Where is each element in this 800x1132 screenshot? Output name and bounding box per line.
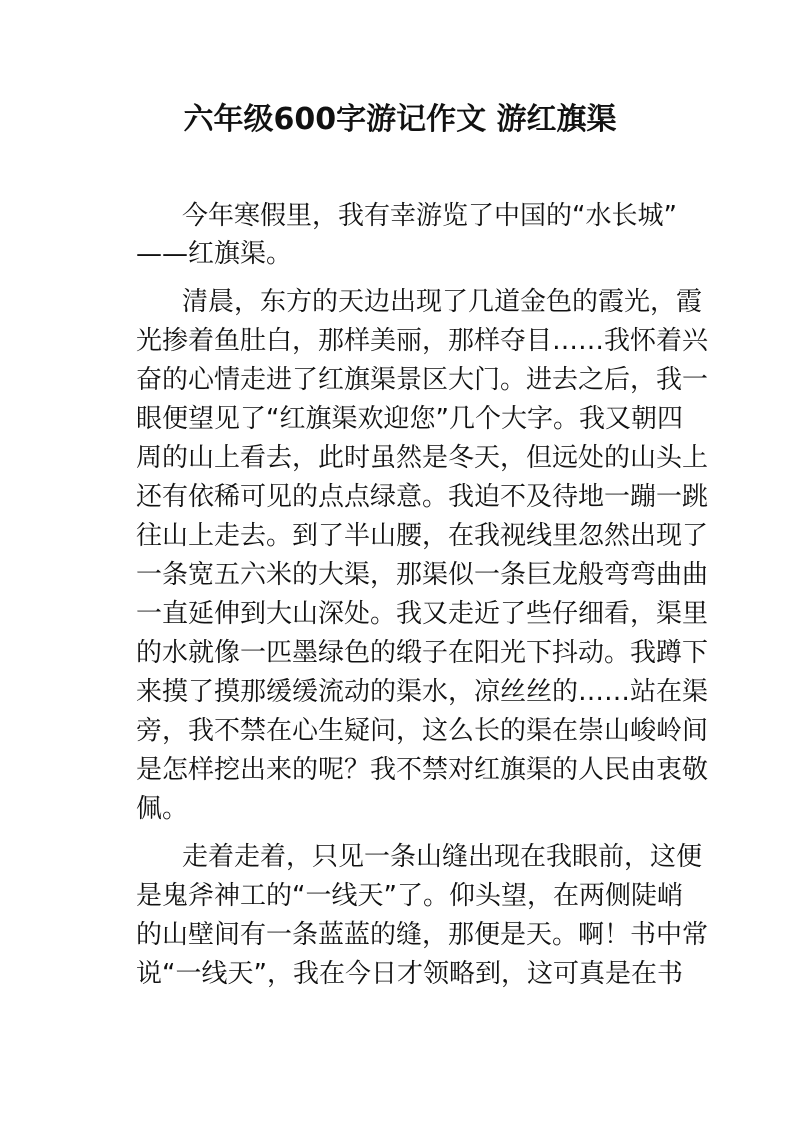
text-line: 旁，我不禁在心生疑问，这么长的渠在崇山峻岭间: [136, 716, 709, 746]
text-line: 是鬼斧神工的“一线天”了。仰头望，在两侧陡峭: [136, 881, 683, 911]
text-line: 一条宽五六米的大渠，那渠似一条巨龙般弯弯曲曲: [136, 560, 709, 590]
text-line: 清晨，东方的天边出现了几道金色的霞光，霞: [182, 287, 703, 317]
text-line: 走着走着，只见一条山缝出现在我眼前，这便: [182, 842, 703, 872]
text-line: 佩。: [136, 794, 189, 824]
text-line: 是怎样挖出来的呢？我不禁对红旗渠的人民由衷敬: [136, 755, 709, 785]
text-line: 来摸了摸那缓缓流动的渠水，凉丝丝的……站在渠: [136, 677, 709, 707]
text-line: 往山上走去。到了半山腰，在我视线里忽然出现了: [136, 521, 709, 551]
text-line: 还有依稀可见的点点绿意。我迫不及待地一蹦一跳: [136, 482, 709, 512]
text-line: 一直延伸到大山深处。我又走近了些仔细看，渠里: [136, 599, 709, 629]
text-line: 的山壁间有一条蓝蓝的缝，那便是天。啊！书中常: [136, 920, 709, 950]
text-line: 的水就像一匹墨绿色的缎子在阳光下抖动。我蹲下: [136, 638, 709, 668]
text-line: 今年寒假里，我有幸游览了中国的“水长城”: [182, 201, 677, 231]
text-line: 光掺着鱼肚白，那样美丽，那样夺目……我怀着兴: [136, 326, 709, 356]
text-line: 奋的心情走进了红旗渠景区大门。进去之后，我一: [136, 365, 709, 395]
document-title: 六年级600字游记作文 游红旗渠: [183, 102, 617, 137]
text-line: 周的山上看去，此时虽然是冬天，但远处的山头上: [136, 443, 709, 473]
text-line: ——红旗渠。: [136, 239, 293, 269]
text-line: 眼便望见了“红旗渠欢迎您”几个大字。我又朝四: [136, 404, 683, 434]
text-line: 说“一线天”，我在今日才领略到，这可真是在书: [136, 959, 683, 989]
